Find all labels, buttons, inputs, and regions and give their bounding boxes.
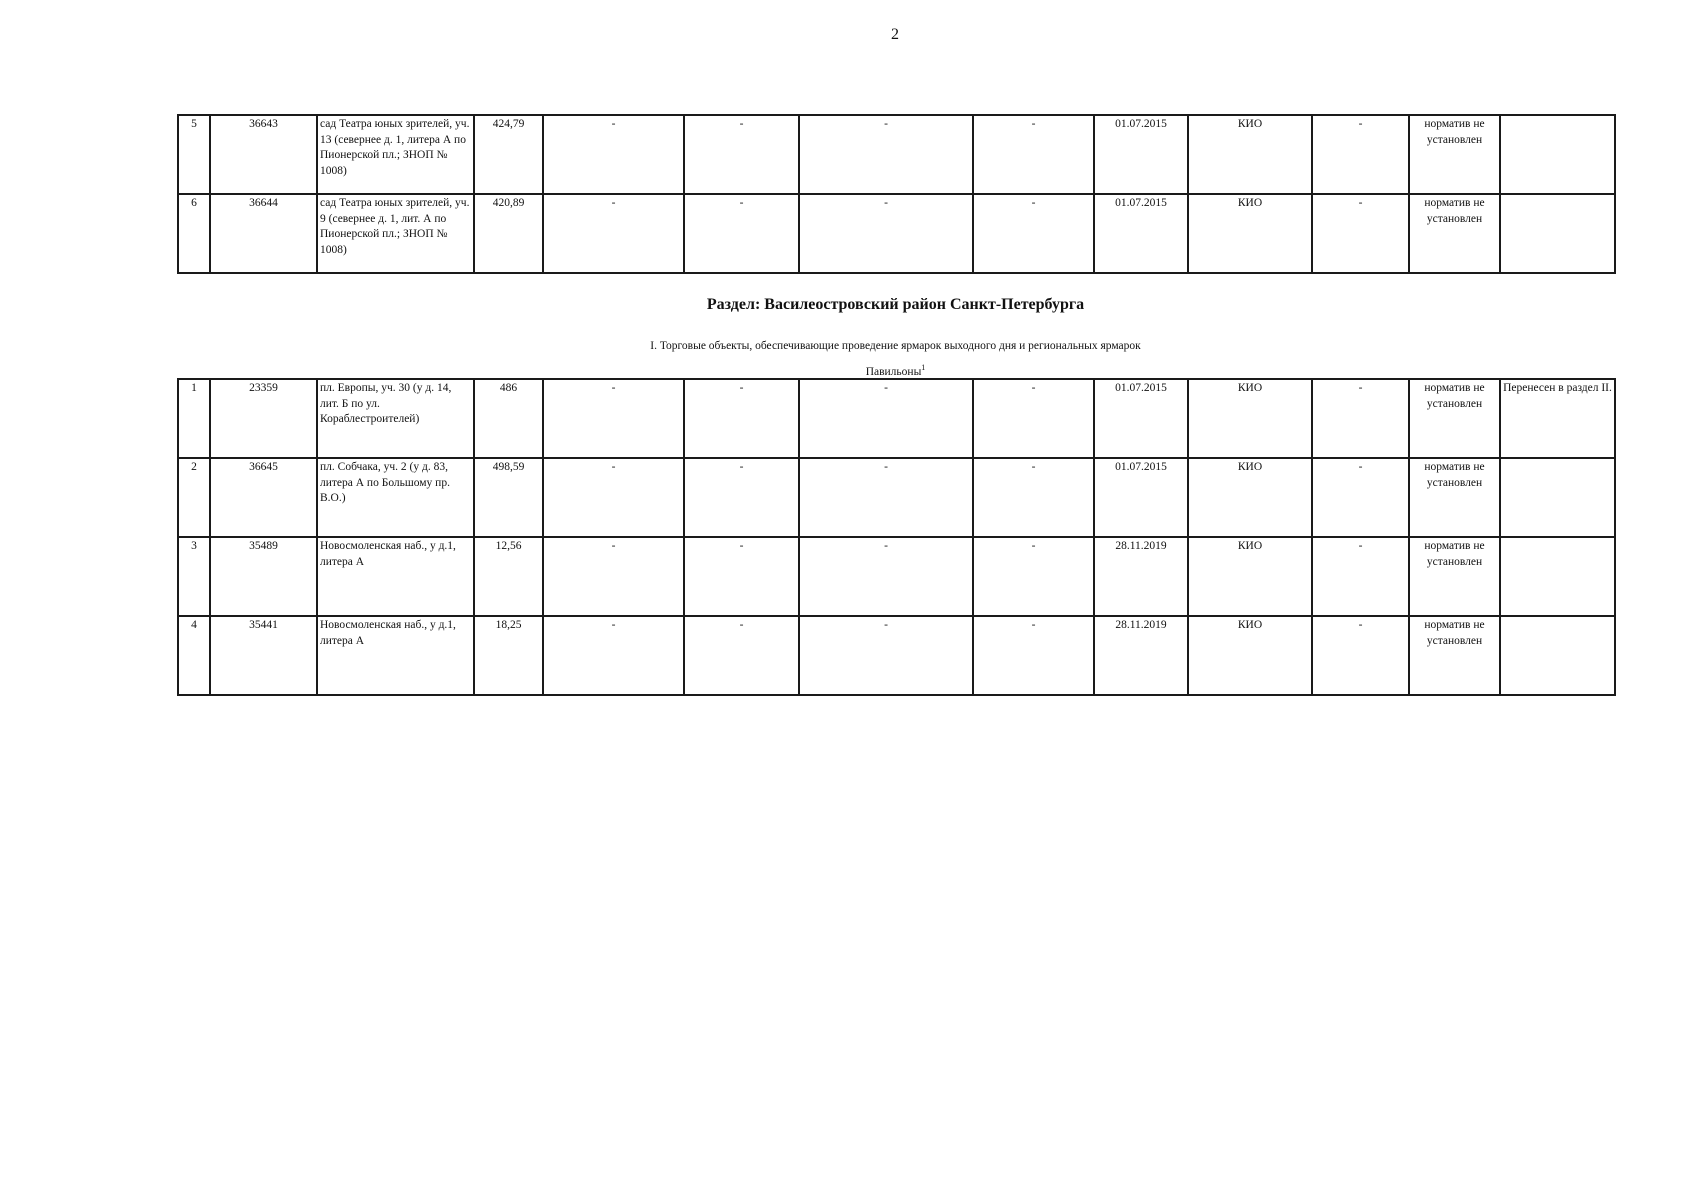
cell-dash: -	[684, 458, 799, 537]
group-title-text: Павильоны	[865, 365, 922, 378]
cell-object-id: 36644	[210, 194, 317, 273]
cell-dash: -	[1312, 458, 1409, 537]
cell-object-id: 35489	[210, 537, 317, 616]
cell-number: 1	[178, 379, 210, 458]
cell-object-id: 36643	[210, 115, 317, 194]
table-row	[178, 115, 1615, 194]
objects-table-top	[177, 114, 1616, 274]
cell-dash: -	[543, 537, 684, 616]
cell-address: Новосмоленская наб., у д.1, литера А	[317, 616, 474, 695]
cell-norm: норматив не установлен	[1409, 194, 1500, 273]
cell-dash: -	[799, 537, 973, 616]
cell-organization: КИО	[1188, 458, 1312, 537]
cell-dash: -	[799, 194, 973, 273]
cell-number: 2	[178, 458, 210, 537]
footnote-mark: 1	[921, 363, 926, 372]
cell-organization: КИО	[1188, 194, 1312, 273]
cell-area: 12,56	[474, 537, 543, 616]
cell-note	[1500, 537, 1615, 616]
cell-date: 28.11.2019	[1094, 537, 1188, 616]
table-row	[178, 194, 1615, 273]
cell-dash: -	[799, 379, 973, 458]
cell-dash: -	[684, 537, 799, 616]
group-title	[177, 363, 1614, 378]
cell-note	[1500, 458, 1615, 537]
cell-number: 5	[178, 115, 210, 194]
cell-dash: -	[973, 379, 1094, 458]
cell-dash: -	[1312, 194, 1409, 273]
cell-note: Перенесен в раздел II.	[1500, 379, 1615, 458]
cell-address: Новосмоленская наб., у д.1, литера А	[317, 537, 474, 616]
cell-norm: норматив не установлен	[1409, 379, 1500, 458]
cell-organization: КИО	[1188, 379, 1312, 458]
cell-area: 18,25	[474, 616, 543, 695]
cell-area: 424,79	[474, 115, 543, 194]
cell-norm: норматив не установлен	[1409, 115, 1500, 194]
cell-area: 486	[474, 379, 543, 458]
cell-dash: -	[543, 458, 684, 537]
cell-number: 3	[178, 537, 210, 616]
cell-norm: норматив не установлен	[1409, 458, 1500, 537]
cell-organization: КИО	[1188, 616, 1312, 695]
cell-address: пл. Европы, уч. 30 (у д. 14, лит. Б по ул. Кораблестроителей)	[317, 379, 474, 458]
page-number: 2	[891, 26, 899, 43]
cell-dash: -	[973, 616, 1094, 695]
table-row	[178, 616, 1615, 695]
cell-dash: -	[1312, 616, 1409, 695]
cell-note	[1500, 194, 1615, 273]
objects-table-bottom	[177, 378, 1616, 696]
cell-dash: -	[543, 194, 684, 273]
cell-dash: -	[1312, 537, 1409, 616]
cell-dash: -	[799, 458, 973, 537]
cell-dash: -	[684, 115, 799, 194]
cell-object-id: 35441	[210, 616, 317, 695]
cell-object-id: 36645	[210, 458, 317, 537]
cell-date: 01.07.2015	[1094, 379, 1188, 458]
cell-dash: -	[973, 115, 1094, 194]
table-row	[178, 458, 1615, 537]
table-row	[178, 379, 1615, 458]
cell-number: 4	[178, 616, 210, 695]
cell-norm: норматив не установлен	[1409, 537, 1500, 616]
cell-date: 28.11.2019	[1094, 616, 1188, 695]
cell-address: пл. Собчака, уч. 2 (у д. 83, литера А по Большому пр. В.О.)	[317, 458, 474, 537]
cell-date: 01.07.2015	[1094, 115, 1188, 194]
cell-dash: -	[973, 194, 1094, 273]
cell-dash: -	[684, 379, 799, 458]
cell-norm: норматив не установлен	[1409, 616, 1500, 695]
cell-date: 01.07.2015	[1094, 194, 1188, 273]
cell-organization: КИО	[1188, 115, 1312, 194]
cell-dash: -	[684, 616, 799, 695]
section-title: Раздел: Василеостровский район Санкт-Петербурга	[706, 296, 1085, 313]
table-body-top	[178, 115, 1615, 273]
cell-dash: -	[799, 616, 973, 695]
table-row	[178, 537, 1615, 616]
section-subtitle: I. Торговые объекты, обеспечивающие проведение ярмарок выходного дня и региональных ярмарок	[650, 340, 1141, 352]
cell-address: сад Театра юных зрителей, уч. 13 (севернее д. 1, литера А по Пионерской пл.; ЗНОП № 1008)	[317, 115, 474, 194]
cell-number: 6	[178, 194, 210, 273]
cell-dash: -	[973, 537, 1094, 616]
cell-dash: -	[543, 616, 684, 695]
cell-address: сад Театра юных зрителей, уч. 9 (севернее д. 1, лит. А по Пионерской пл.; ЗНОП № 1008)	[317, 194, 474, 273]
table-body-bottom	[178, 379, 1615, 695]
cell-dash: -	[543, 115, 684, 194]
cell-note	[1500, 115, 1615, 194]
cell-area: 420,89	[474, 194, 543, 273]
cell-note	[1500, 616, 1615, 695]
cell-area: 498,59	[474, 458, 543, 537]
cell-dash: -	[684, 194, 799, 273]
cell-object-id: 23359	[210, 379, 317, 458]
cell-dash: -	[1312, 379, 1409, 458]
cell-dash: -	[543, 379, 684, 458]
cell-organization: КИО	[1188, 537, 1312, 616]
cell-dash: -	[1312, 115, 1409, 194]
cell-date: 01.07.2015	[1094, 458, 1188, 537]
cell-dash: -	[973, 458, 1094, 537]
cell-dash: -	[799, 115, 973, 194]
